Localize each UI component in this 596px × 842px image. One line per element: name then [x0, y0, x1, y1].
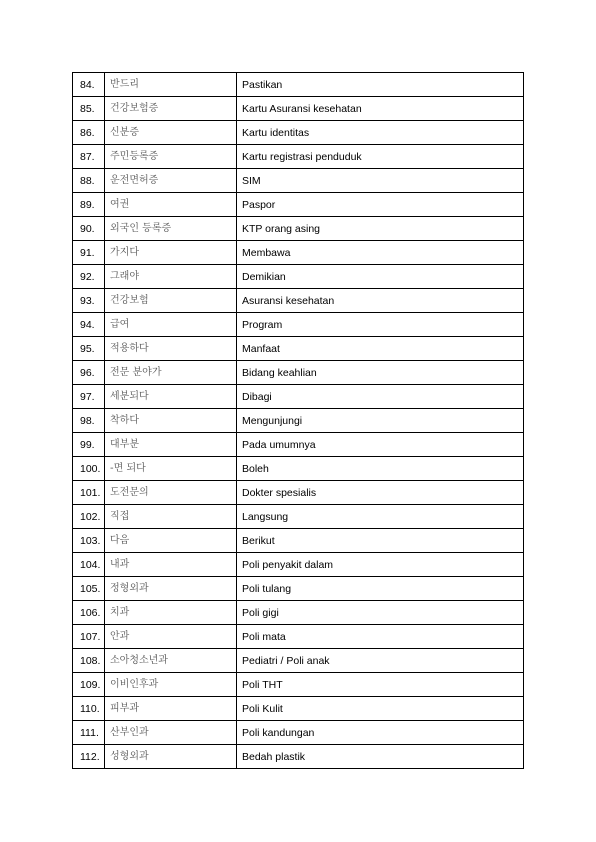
row-number-cell: 92. — [73, 265, 105, 289]
table-row — [73, 745, 524, 769]
korean-term-cell: 소아청소년과 — [105, 649, 237, 673]
table-row — [73, 121, 524, 145]
indonesian-meaning-cell: Kartu Asuransi kesehatan — [237, 97, 524, 121]
table-row — [73, 265, 524, 289]
korean-term-cell: -면 되다 — [105, 457, 237, 481]
table-row — [73, 409, 524, 433]
row-number-cell: 96. — [73, 361, 105, 385]
table-row — [73, 505, 524, 529]
row-number-cell: 107. — [73, 625, 105, 649]
row-number-cell: 84. — [73, 73, 105, 97]
korean-term-cell: 성형외과 — [105, 745, 237, 769]
korean-term-cell: 여권 — [105, 193, 237, 217]
row-number-cell: 88. — [73, 169, 105, 193]
korean-term-cell: 전문 분야가 — [105, 361, 237, 385]
indonesian-meaning-cell: Poli THT — [237, 673, 524, 697]
korean-term-cell: 건강보험증 — [105, 97, 237, 121]
indonesian-meaning-cell: Kartu registrasi penduduk — [237, 145, 524, 169]
row-number-cell: 112. — [73, 745, 105, 769]
row-number-cell: 104. — [73, 553, 105, 577]
indonesian-meaning-cell: Poli gigi — [237, 601, 524, 625]
table-row — [73, 625, 524, 649]
korean-term-cell: 피부과 — [105, 697, 237, 721]
vocabulary-table — [72, 72, 524, 769]
indonesian-meaning-cell: Dokter spesialis — [237, 481, 524, 505]
korean-term-cell: 급여 — [105, 313, 237, 337]
indonesian-meaning-cell: Pastikan — [237, 73, 524, 97]
row-number-cell: 101. — [73, 481, 105, 505]
table-row — [73, 697, 524, 721]
korean-term-cell: 그래야 — [105, 265, 237, 289]
table-row — [73, 193, 524, 217]
table-row — [73, 361, 524, 385]
korean-term-cell: 치과 — [105, 601, 237, 625]
table-row — [73, 241, 524, 265]
indonesian-meaning-cell: Boleh — [237, 457, 524, 481]
row-number-cell: 87. — [73, 145, 105, 169]
row-number-cell: 89. — [73, 193, 105, 217]
indonesian-meaning-cell: Manfaat — [237, 337, 524, 361]
row-number-cell: 98. — [73, 409, 105, 433]
indonesian-meaning-cell: Paspor — [237, 193, 524, 217]
korean-term-cell: 신분증 — [105, 121, 237, 145]
table-row — [73, 649, 524, 673]
row-number-cell: 85. — [73, 97, 105, 121]
korean-term-cell: 직접 — [105, 505, 237, 529]
row-number-cell: 106. — [73, 601, 105, 625]
indonesian-meaning-cell: Bidang keahlian — [237, 361, 524, 385]
row-number-cell: 105. — [73, 577, 105, 601]
korean-term-cell: 가지다 — [105, 241, 237, 265]
indonesian-meaning-cell: Mengunjungi — [237, 409, 524, 433]
table-row — [73, 721, 524, 745]
korean-term-cell: 반드리 — [105, 73, 237, 97]
table-row — [73, 577, 524, 601]
table-row — [73, 289, 524, 313]
indonesian-meaning-cell: Demikian — [237, 265, 524, 289]
korean-term-cell: 세분되다 — [105, 385, 237, 409]
table-row — [73, 601, 524, 625]
table-row — [73, 481, 524, 505]
row-number-cell: 102. — [73, 505, 105, 529]
table-row — [73, 529, 524, 553]
table-row — [73, 433, 524, 457]
table-row — [73, 673, 524, 697]
korean-term-cell: 대부분 — [105, 433, 237, 457]
table-row — [73, 385, 524, 409]
row-number-cell: 109. — [73, 673, 105, 697]
indonesian-meaning-cell: Poli tulang — [237, 577, 524, 601]
korean-term-cell: 운전면허증 — [105, 169, 237, 193]
korean-term-cell: 내과 — [105, 553, 237, 577]
indonesian-meaning-cell: Berikut — [237, 529, 524, 553]
table-row — [73, 217, 524, 241]
indonesian-meaning-cell: Poli kandungan — [237, 721, 524, 745]
row-number-cell: 95. — [73, 337, 105, 361]
table-row — [73, 73, 524, 97]
korean-term-cell: 다음 — [105, 529, 237, 553]
row-number-cell: 103. — [73, 529, 105, 553]
table-row — [73, 145, 524, 169]
korean-term-cell: 정형외과 — [105, 577, 237, 601]
korean-term-cell: 건강보험 — [105, 289, 237, 313]
korean-term-cell: 이비인후과 — [105, 673, 237, 697]
vocabulary-table-body — [73, 73, 524, 769]
korean-term-cell: 안과 — [105, 625, 237, 649]
row-number-cell: 93. — [73, 289, 105, 313]
row-number-cell: 90. — [73, 217, 105, 241]
row-number-cell: 100. — [73, 457, 105, 481]
korean-term-cell: 산부인과 — [105, 721, 237, 745]
table-row — [73, 313, 524, 337]
table-row — [73, 457, 524, 481]
indonesian-meaning-cell: Asuransi kesehatan — [237, 289, 524, 313]
row-number-cell: 97. — [73, 385, 105, 409]
korean-term-cell: 주민등록증 — [105, 145, 237, 169]
indonesian-meaning-cell: Membawa — [237, 241, 524, 265]
korean-term-cell: 적용하다 — [105, 337, 237, 361]
indonesian-meaning-cell: Poli penyakit dalam — [237, 553, 524, 577]
korean-term-cell: 착하다 — [105, 409, 237, 433]
row-number-cell: 99. — [73, 433, 105, 457]
table-row — [73, 337, 524, 361]
indonesian-meaning-cell: Dibagi — [237, 385, 524, 409]
row-number-cell: 86. — [73, 121, 105, 145]
indonesian-meaning-cell: Langsung — [237, 505, 524, 529]
table-row — [73, 169, 524, 193]
korean-term-cell: 외국인 등록증 — [105, 217, 237, 241]
row-number-cell: 94. — [73, 313, 105, 337]
korean-term-cell: 도전문의 — [105, 481, 237, 505]
indonesian-meaning-cell: Kartu identitas — [237, 121, 524, 145]
row-number-cell: 91. — [73, 241, 105, 265]
indonesian-meaning-cell: Poli mata — [237, 625, 524, 649]
table-row — [73, 553, 524, 577]
table-row — [73, 97, 524, 121]
row-number-cell: 110. — [73, 697, 105, 721]
row-number-cell: 111. — [73, 721, 105, 745]
indonesian-meaning-cell: Bedah plastik — [237, 745, 524, 769]
indonesian-meaning-cell: KTP orang asing — [237, 217, 524, 241]
indonesian-meaning-cell: Pada umumnya — [237, 433, 524, 457]
indonesian-meaning-cell: SIM — [237, 169, 524, 193]
indonesian-meaning-cell: Pediatri / Poli anak — [237, 649, 524, 673]
indonesian-meaning-cell: Program — [237, 313, 524, 337]
indonesian-meaning-cell: Poli Kulit — [237, 697, 524, 721]
row-number-cell: 108. — [73, 649, 105, 673]
